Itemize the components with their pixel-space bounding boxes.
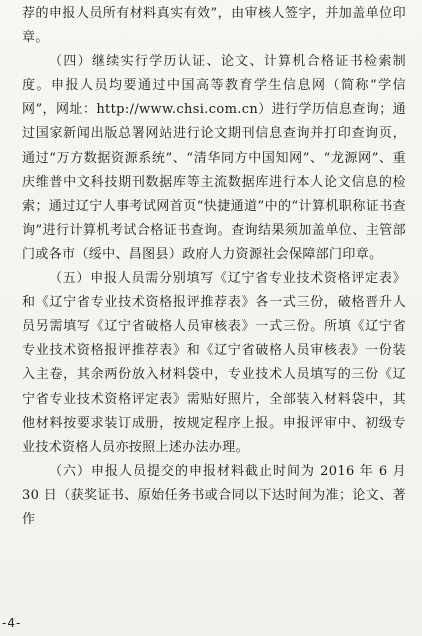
paragraph-continuation: 荐的申报人员所有材料真实有效”，由审核人签字，并加盖单位印章。 [22, 6, 406, 46]
paragraph-item-4-verification: （四）继续实行学历认证、论文、计算机合格证书检索制度。申报人员均要通过中国高等教育学生信息网（简称“学信网”，网址：http://www.chsi.com.cn）进行学历信息查询；通过国家新闻出版总署网站进行论文期刊信息查询并打印查询页，通过“万方数据资源系统”、“清华同方中国知网”、“龙源网”、重庆维普中文科技期刊数据库等主流数据库进行本人论文信息的检索；通过辽宁人事考试网首页“快捷通道”中的“计算机职称证书查询”进行计算机考试合格证书查询。查询结果须加盖单位、主管部门或各市（绥中、昌图县）政府人力资源社会保障部门印章。 [22, 54, 406, 262]
paragraph-item-6-deadline: （六）申报人员提交的申报材料截止时间为 2016 年 6 月 30 日（获奖证书、原始任务书或合同以下达时间为准；论文、著作 [22, 463, 406, 527]
document-body [22, 2, 406, 532]
page-number: -4- [2, 616, 22, 630]
paragraph-item-5-forms: （五）申报人员需分别填写《辽宁省专业技术资格评定表》和《辽宁省专业技术资格报评推荐表》各一式三份，破格晋升人员另需填写《辽宁省破格人员审核表》一式三份。所填《辽宁省专业技术资格报评推荐表》和《辽宁省破格人员审核表》一份装入主卷，其余两份放入材料袋中，专业技术人员填写的三份《辽宁省专业技术资格评定表》需贴好照片，全部装入材料袋中，其他材料按要求装订成册，按规定程序上报。申报评审中、初级专业技术资格人员亦按照上述办法办理。 [22, 271, 406, 455]
